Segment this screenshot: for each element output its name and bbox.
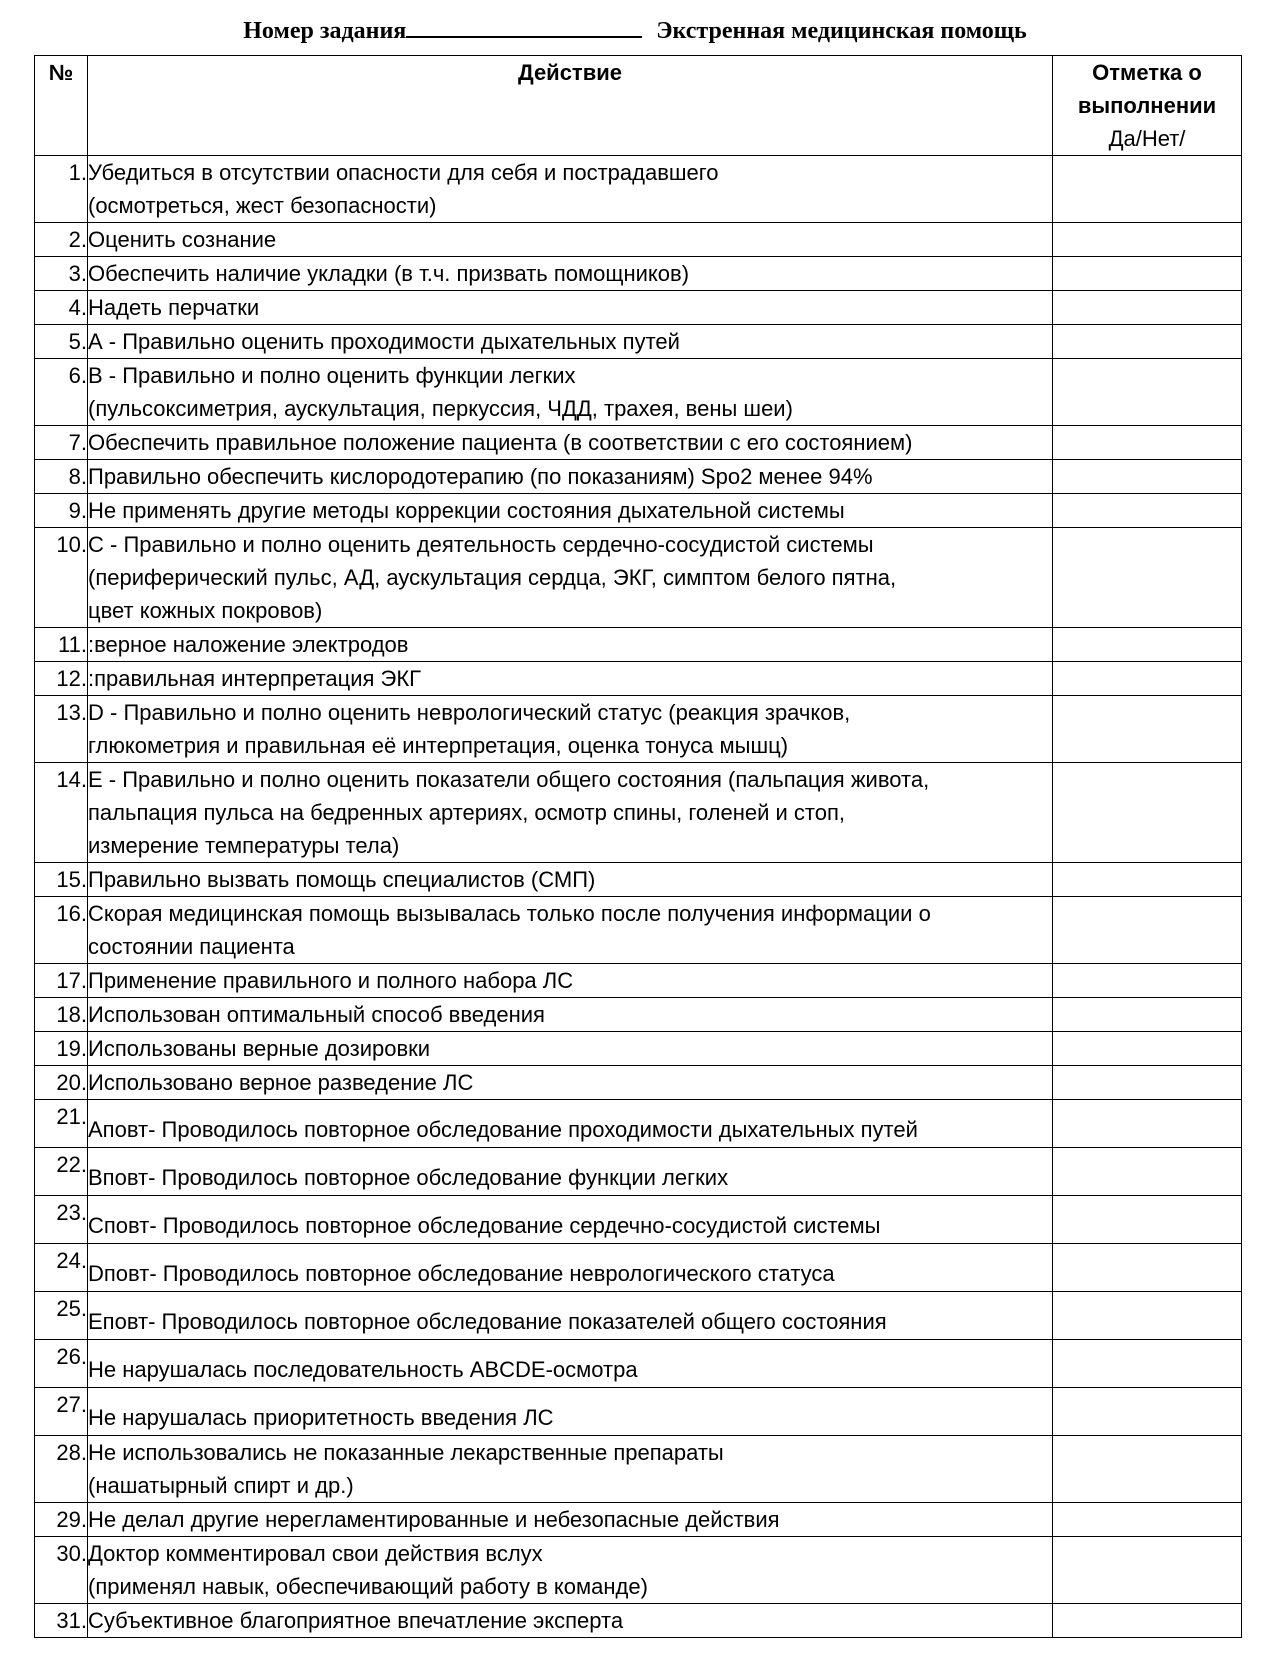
row-mark-cell[interactable] bbox=[1053, 863, 1242, 897]
row-action-line: Использован оптимальный способ введения bbox=[88, 1002, 545, 1027]
row-mark-cell[interactable] bbox=[1053, 1244, 1242, 1292]
table-row bbox=[35, 1604, 1242, 1638]
row-mark-cell[interactable] bbox=[1053, 1100, 1242, 1148]
row-action-line: Использовано верное разведение ЛС bbox=[88, 1070, 474, 1095]
table-row bbox=[35, 1388, 1242, 1436]
table-header-row bbox=[35, 56, 1242, 156]
row-action bbox=[88, 1066, 1053, 1100]
row-mark-cell[interactable] bbox=[1053, 1604, 1242, 1638]
row-number: 31. bbox=[35, 1604, 88, 1638]
row-action bbox=[88, 223, 1053, 257]
row-action bbox=[88, 325, 1053, 359]
row-number: 13. bbox=[35, 696, 88, 763]
row-mark-cell[interactable] bbox=[1053, 998, 1242, 1032]
row-action-line: Субъективное благоприятное впечатление эксперта bbox=[88, 1608, 624, 1633]
row-action-line: А - Правильно оценить проходимости дыхательных путей bbox=[88, 329, 680, 354]
row-action bbox=[88, 998, 1053, 1032]
row-number: 10. bbox=[35, 528, 88, 628]
row-action-line: (осмотреться, жест безопасности) bbox=[88, 193, 437, 218]
table-row bbox=[35, 1196, 1242, 1244]
row-mark-cell[interactable] bbox=[1053, 1436, 1242, 1503]
table-row bbox=[35, 257, 1242, 291]
row-action-line: Обеспечить правильное положение пациента (в соответствии с его состоянием) bbox=[88, 430, 913, 455]
row-action-line: Скорая медицинская помощь вызывалась только после получения информации о bbox=[88, 901, 931, 926]
row-action-line: Еповт- Проводилось повторное обследование показателей общего состояния bbox=[88, 1309, 887, 1334]
row-mark-cell[interactable] bbox=[1053, 325, 1242, 359]
row-mark-cell[interactable] bbox=[1053, 291, 1242, 325]
row-number: 9. bbox=[35, 494, 88, 528]
table-row bbox=[35, 460, 1242, 494]
row-action bbox=[88, 1604, 1053, 1638]
row-action bbox=[88, 964, 1053, 998]
table-row bbox=[35, 662, 1242, 696]
row-action bbox=[88, 291, 1053, 325]
row-action bbox=[88, 897, 1053, 964]
row-action bbox=[88, 1537, 1053, 1604]
row-action-line: В - Правильно и полно оценить функции легких bbox=[88, 363, 576, 388]
table-row bbox=[35, 528, 1242, 628]
column-header-number: № bbox=[35, 56, 88, 156]
row-mark-cell[interactable] bbox=[1053, 628, 1242, 662]
row-action-line: Правильно вызвать помощь специалистов (СМП) bbox=[88, 867, 596, 892]
row-number: 21. bbox=[35, 1100, 88, 1148]
row-mark-cell[interactable] bbox=[1053, 1032, 1242, 1066]
row-action-line: Убедиться в отсутствии опасности для себя и пострадавшего bbox=[88, 160, 719, 185]
row-action bbox=[88, 257, 1053, 291]
table-row bbox=[35, 863, 1242, 897]
row-number: 17. bbox=[35, 964, 88, 998]
row-number: 8. bbox=[35, 460, 88, 494]
row-action-line: Не делал другие нерегламентированные и небезопасные действия bbox=[88, 1507, 780, 1532]
row-number: 29. bbox=[35, 1503, 88, 1537]
column-header-mark-line3: Да/Нет/ bbox=[1108, 126, 1186, 151]
row-mark-cell[interactable] bbox=[1053, 1148, 1242, 1196]
column-header-mark-line1: Отметка о bbox=[1092, 60, 1202, 85]
row-action-line: (применял навык, обеспечивающий работу в команде) bbox=[88, 1574, 648, 1599]
row-number: 1. bbox=[35, 156, 88, 223]
row-mark-cell[interactable] bbox=[1053, 1537, 1242, 1604]
row-action bbox=[88, 156, 1053, 223]
table-row bbox=[35, 291, 1242, 325]
table-row bbox=[35, 897, 1242, 964]
row-mark-cell[interactable] bbox=[1053, 1292, 1242, 1340]
row-action bbox=[88, 1100, 1053, 1148]
table-row bbox=[35, 426, 1242, 460]
row-number: 15. bbox=[35, 863, 88, 897]
row-action bbox=[88, 1196, 1053, 1244]
table-row bbox=[35, 763, 1242, 863]
column-header-mark-line2: выполнении bbox=[1077, 93, 1217, 118]
row-number: 12. bbox=[35, 662, 88, 696]
table-row bbox=[35, 964, 1242, 998]
table-row bbox=[35, 223, 1242, 257]
row-mark-cell[interactable] bbox=[1053, 223, 1242, 257]
row-number: 6. bbox=[35, 359, 88, 426]
row-action bbox=[88, 1503, 1053, 1537]
row-action-line: Применение правильного и полного набора ЛС bbox=[88, 968, 574, 993]
row-mark-cell[interactable] bbox=[1053, 1388, 1242, 1436]
row-action bbox=[88, 1032, 1053, 1066]
row-mark-cell[interactable] bbox=[1053, 494, 1242, 528]
table-body bbox=[35, 156, 1242, 1638]
row-action-line: :правильная интерпретация ЭКГ bbox=[88, 666, 422, 691]
row-action bbox=[88, 460, 1053, 494]
row-number: 4. bbox=[35, 291, 88, 325]
row-action bbox=[88, 696, 1053, 763]
row-action-line: Не нарушалась приоритетность введения ЛС bbox=[88, 1405, 554, 1430]
row-action-line: цвет кожных покровов) bbox=[88, 598, 323, 623]
row-action bbox=[88, 628, 1053, 662]
row-number: 27. bbox=[35, 1388, 88, 1436]
row-mark-cell[interactable] bbox=[1053, 528, 1242, 628]
table-row bbox=[35, 998, 1242, 1032]
row-action-line: :верное наложение электродов bbox=[88, 632, 409, 657]
row-action-line: состоянии пациента bbox=[88, 934, 295, 959]
row-number: 3. bbox=[35, 257, 88, 291]
row-action bbox=[88, 662, 1053, 696]
row-action-line: (периферический пульс, АД, аускультация сердца, ЭКГ, симптом белого пятна, bbox=[88, 565, 897, 590]
row-action-line: Обеспечить наличие укладки (в т.ч. призвать помощников) bbox=[88, 261, 690, 286]
row-mark-cell[interactable] bbox=[1053, 1340, 1242, 1388]
row-action-line: D - Правильно и полно оценить неврологический статус (реакция зрачков, bbox=[88, 700, 851, 725]
row-mark-cell[interactable] bbox=[1053, 696, 1242, 763]
row-action bbox=[88, 1292, 1053, 1340]
document-title-line bbox=[0, 14, 1270, 46]
row-mark-cell[interactable] bbox=[1053, 1503, 1242, 1537]
row-action bbox=[88, 1388, 1053, 1436]
row-mark-cell[interactable] bbox=[1053, 1066, 1242, 1100]
row-action-line: С - Правильно и полно оценить деятельность сердечно-сосудистой системы bbox=[88, 532, 874, 557]
row-number: 14. bbox=[35, 763, 88, 863]
column-header-mark bbox=[1053, 56, 1242, 156]
row-action-line: Оценить сознание bbox=[88, 227, 277, 252]
row-action bbox=[88, 426, 1053, 460]
row-action-line: Надеть перчатки bbox=[88, 295, 260, 320]
row-number: 5. bbox=[35, 325, 88, 359]
row-action-line: (нашатырный спирт и др.) bbox=[88, 1473, 354, 1498]
row-mark-cell[interactable] bbox=[1053, 257, 1242, 291]
table-row bbox=[35, 1436, 1242, 1503]
row-action-line: измерение температуры тела) bbox=[88, 833, 400, 858]
row-action-line: глюкометрия и правильная её интерпретация, оценка тонуса мышц) bbox=[88, 733, 789, 758]
table-row bbox=[35, 359, 1242, 426]
row-mark-cell[interactable] bbox=[1053, 1196, 1242, 1244]
row-number: 23. bbox=[35, 1196, 88, 1244]
row-action bbox=[88, 494, 1053, 528]
row-number: 18. bbox=[35, 998, 88, 1032]
table-row bbox=[35, 1148, 1242, 1196]
row-number: 7. bbox=[35, 426, 88, 460]
row-number: 26. bbox=[35, 1340, 88, 1388]
row-number: 11. bbox=[35, 628, 88, 662]
table-row bbox=[35, 696, 1242, 763]
task-number-label: Номер задания bbox=[243, 18, 407, 44]
column-header-action: Действие bbox=[88, 56, 1053, 156]
row-number: 22. bbox=[35, 1148, 88, 1196]
row-mark-cell[interactable] bbox=[1053, 359, 1242, 426]
table-row bbox=[35, 1244, 1242, 1292]
row-number: 30. bbox=[35, 1537, 88, 1604]
table-row bbox=[35, 1100, 1242, 1148]
table-row bbox=[35, 1292, 1242, 1340]
row-action bbox=[88, 1340, 1053, 1388]
row-action-line: Использованы верные дозировки bbox=[88, 1036, 431, 1061]
table-row bbox=[35, 494, 1242, 528]
row-number: 25. bbox=[35, 1292, 88, 1340]
row-action-line: Аповт- Проводилось повторное обследование проходимости дыхательных путей bbox=[88, 1117, 918, 1142]
row-action bbox=[88, 1148, 1053, 1196]
row-action bbox=[88, 1244, 1053, 1292]
table-row bbox=[35, 1537, 1242, 1604]
table-row bbox=[35, 1340, 1242, 1388]
row-action bbox=[88, 763, 1053, 863]
row-mark-cell[interactable] bbox=[1053, 460, 1242, 494]
row-action bbox=[88, 863, 1053, 897]
row-mark-cell[interactable] bbox=[1053, 763, 1242, 863]
row-number: 20. bbox=[35, 1066, 88, 1100]
row-action-line: Не применять другие методы коррекции состояния дыхательной системы bbox=[88, 498, 845, 523]
row-action-line: Правильно обеспечить кислородотерапию (по показаниям) Spo2 менее 94% bbox=[88, 464, 873, 489]
row-action-line: (пульсоксиметрия, аускультация, перкуссия, ЧДД, трахея, вены шеи) bbox=[88, 396, 793, 421]
row-action-line: Вповт- Проводилось повторное обследование функции легких bbox=[88, 1165, 729, 1190]
table-row bbox=[35, 325, 1242, 359]
row-action-line: Е - Правильно и полно оценить показатели общего состояния (пальпация живота, bbox=[88, 767, 930, 792]
row-action bbox=[88, 528, 1053, 628]
row-action-line: Не нарушалась последовательность ABCDE-осмотра bbox=[88, 1357, 638, 1382]
table-row bbox=[35, 1066, 1242, 1100]
row-action-line: Доктор комментировал свои действия вслух bbox=[88, 1541, 543, 1566]
checklist-table bbox=[34, 55, 1242, 1638]
row-action bbox=[88, 1436, 1053, 1503]
table-row bbox=[35, 1503, 1242, 1537]
row-action-line: пальпация пульса на бедренных артериях, осмотр спины, голеней и стоп, bbox=[88, 800, 846, 825]
row-mark-cell[interactable] bbox=[1053, 964, 1242, 998]
row-number: 16. bbox=[35, 897, 88, 964]
row-number: 2. bbox=[35, 223, 88, 257]
row-mark-cell[interactable] bbox=[1053, 662, 1242, 696]
row-mark-cell[interactable] bbox=[1053, 426, 1242, 460]
row-action bbox=[88, 359, 1053, 426]
document-title: Экстренная медицинская помощь bbox=[656, 18, 1027, 44]
table-row bbox=[35, 156, 1242, 223]
row-mark-cell[interactable] bbox=[1053, 156, 1242, 223]
task-number-blank bbox=[406, 14, 642, 38]
table-row bbox=[35, 1032, 1242, 1066]
row-action-line: Не использовались не показанные лекарственные препараты bbox=[88, 1440, 724, 1465]
row-number: 28. bbox=[35, 1436, 88, 1503]
row-action-line: Сповт- Проводилось повторное обследование сердечно-сосудистой системы bbox=[88, 1213, 881, 1238]
row-number: 19. bbox=[35, 1032, 88, 1066]
row-number: 24. bbox=[35, 1244, 88, 1292]
row-action-line: Dповт- Проводилось повторное обследование неврологического статуса bbox=[88, 1261, 835, 1286]
row-mark-cell[interactable] bbox=[1053, 897, 1242, 964]
table-row bbox=[35, 628, 1242, 662]
